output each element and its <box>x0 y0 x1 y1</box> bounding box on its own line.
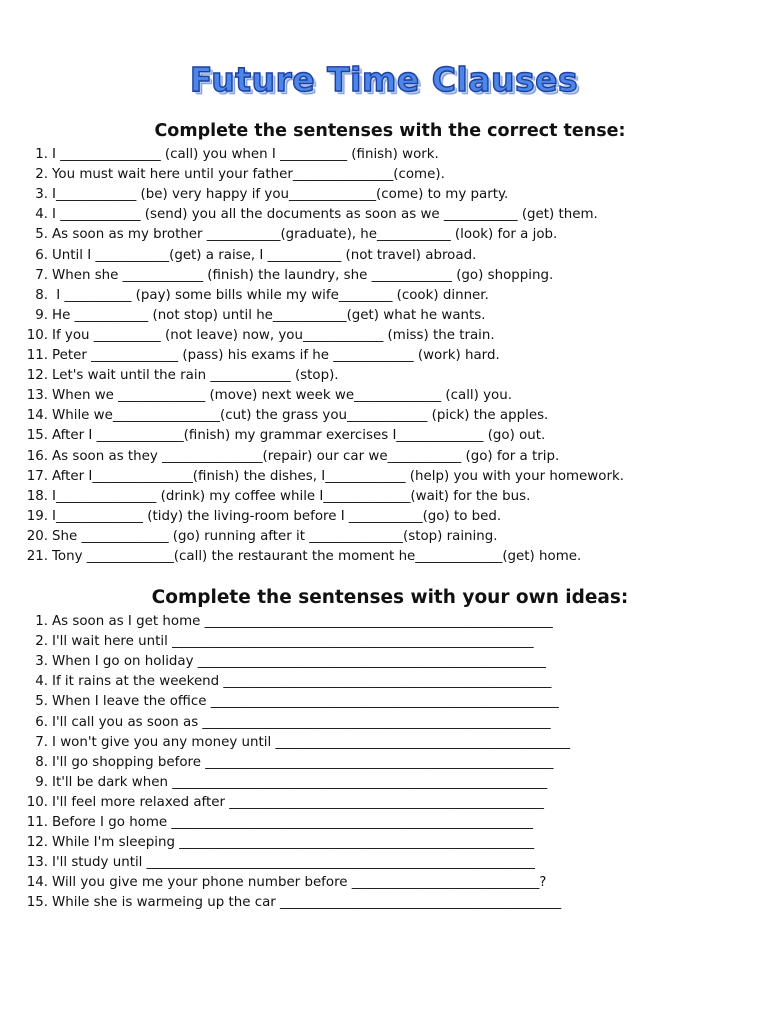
item-number: 10. <box>26 327 48 343</box>
item-number: 8. <box>35 754 48 770</box>
exercise-item <box>26 428 545 444</box>
exercise-item <box>26 408 548 424</box>
item-text: I __________ (pay) some bills while my wife________ (cook) dinner. <box>52 287 489 303</box>
item-text: If you __________ (not leave) now, you____________ (miss) the train. <box>52 327 495 343</box>
exercise-item <box>26 634 534 650</box>
item-text: While I'm sleeping _____________________________________________________ <box>52 835 535 851</box>
exercise-item <box>26 549 581 565</box>
item-text: While she is warmeing up the car __________________________________________ <box>52 895 562 911</box>
exercise-item <box>26 328 495 344</box>
exercise-item <box>26 694 559 710</box>
exercise-item <box>26 348 500 364</box>
item-number: 2. <box>35 167 48 183</box>
item-number: 17. <box>26 468 48 484</box>
item-text: I'll study until __________________________________________________________ <box>52 855 535 871</box>
item-number: 1. <box>35 614 48 629</box>
item-number: 13. <box>26 855 48 871</box>
exercise-item <box>26 167 445 183</box>
item-number: 18. <box>26 488 48 504</box>
item-text: After I _____________(finish) my grammar exercises I_____________ (go) out. <box>52 428 546 444</box>
item-number: 11. <box>26 815 48 830</box>
exercise-item <box>26 449 559 465</box>
exercise-item <box>26 147 439 163</box>
exercise-item <box>26 529 498 545</box>
item-number: 19. <box>26 508 48 524</box>
item-number: 5. <box>35 227 48 243</box>
item-number: 14. <box>26 408 48 424</box>
item-text: I'll go shopping before ____________________________________________________ <box>52 754 554 770</box>
item-text: As soon as I get home ____________________________________________________ <box>52 614 553 629</box>
exercise-item <box>26 755 553 771</box>
item-text: Before I go home ______________________________________________________ <box>52 815 533 830</box>
item-text: If it rains at the weekend _________________________________________________ <box>52 674 552 690</box>
exercise-item <box>26 895 561 911</box>
exercise-item <box>26 715 551 731</box>
item-number: 3. <box>35 654 48 670</box>
exercise-item <box>26 207 598 223</box>
item-number: 11. <box>26 348 48 363</box>
item-number: 15. <box>26 895 48 911</box>
exercise-item <box>26 248 476 264</box>
item-text: It'll be dark when ________________________________________________________ <box>52 774 548 790</box>
item-text: Let's wait until the rain ____________ (stop). <box>52 368 339 384</box>
item-number: 6. <box>35 714 48 730</box>
exercise-item <box>26 835 534 851</box>
item-text: As soon as they _______________(repair) our car we___________ (go) for a trip. <box>52 448 560 464</box>
item-text: Will you give me your phone number before ____________________________? <box>52 875 547 891</box>
exercise-item <box>26 288 489 304</box>
worksheet-title: Future Time Clauses <box>189 60 579 99</box>
exercise-item <box>26 388 512 404</box>
item-text: As soon as my brother ___________(graduate), he___________ (look) for a job. <box>52 227 558 243</box>
exercise-item <box>26 614 553 630</box>
item-number: 7. <box>35 267 48 283</box>
item-number: 20. <box>26 528 48 544</box>
exercise-item <box>26 875 546 891</box>
item-text: Tony _____________(call) the restaurant the moment he_____________(get) home. <box>52 549 582 564</box>
item-text: I'll feel more relaxed after _______________________________________________ <box>52 794 544 810</box>
item-number: 5. <box>35 694 48 710</box>
exercise-item <box>26 227 557 243</box>
exercise-item <box>26 795 544 811</box>
item-number: 14. <box>26 875 48 891</box>
item-number: 6. <box>35 247 48 263</box>
exercise-item <box>26 187 508 203</box>
exercise-item <box>26 855 535 871</box>
exercise-item <box>26 489 530 505</box>
item-number: 16. <box>26 448 48 464</box>
item-text: Peter _____________ (pass) his exams if he ____________ (work) hard. <box>52 348 500 363</box>
item-number: 12. <box>26 835 48 851</box>
item-text: While we________________(cut) the grass you____________ (pick) the apples. <box>52 408 549 424</box>
item-text: I____________ (be) very happy if you_____________(come) to my party. <box>52 187 509 203</box>
item-text: I_____________ (tidy) the living-room before I ___________(go) to bed. <box>52 508 502 524</box>
item-text: I ____________ (send) you all the documents as soon as we ___________ (get) them. <box>52 207 598 223</box>
item-number: 9. <box>35 307 48 323</box>
item-text: I'll call you as soon as ____________________________________________________ <box>52 714 551 730</box>
item-text: You must wait here until your father_______________(come). <box>52 167 445 183</box>
item-number: 1. <box>35 147 48 162</box>
item-number: 21. <box>26 549 48 564</box>
exercise-item <box>26 469 624 485</box>
exercise-item <box>26 775 547 791</box>
item-number: 4. <box>35 207 48 223</box>
exercise-item <box>26 368 339 384</box>
item-text: I _______________ (call) you when I __________ (finish) work. <box>52 147 439 162</box>
exercise-item <box>26 308 486 324</box>
item-text: I won't give you any money until ____________________________________________ <box>52 734 571 750</box>
item-text: I'll wait here until ______________________________________________________ <box>52 634 534 650</box>
item-number: 9. <box>35 774 48 790</box>
item-number: 15. <box>26 428 48 444</box>
item-number: 4. <box>35 674 48 690</box>
item-number: 7. <box>35 734 48 750</box>
item-text: When I go on holiday ____________________________________________________ <box>52 654 546 670</box>
item-number: 12. <box>26 368 48 384</box>
item-number: 10. <box>26 794 48 810</box>
item-text: I_______________ (drink) my coffee while I_____________(wait) for the bus. <box>52 488 531 504</box>
section1-heading: Complete the sentenses with the correct tense: <box>154 121 626 141</box>
exercise-item <box>26 268 553 284</box>
exercise-item <box>26 815 533 831</box>
item-number: 13. <box>26 388 48 404</box>
exercise-item <box>26 735 570 751</box>
item-text: After I_______________(finish) the dishes, I____________ (help) you with your homework. <box>52 468 624 484</box>
item-text: He ___________ (not stop) until he___________(get) what he wants. <box>52 307 486 323</box>
item-text: When she ____________ (finish) the laundry, she ____________ (go) shopping. <box>52 267 554 283</box>
item-text: Until I ___________(get) a raise, I ___________ (not travel) abroad. <box>52 247 477 263</box>
item-text: When we _____________ (move) next week we_____________ (call) you. <box>52 388 512 404</box>
exercise-item <box>26 509 501 525</box>
section2-heading: Complete the sentenses with your own ideas: <box>151 587 629 608</box>
item-text: When I leave the office ____________________________________________________ <box>52 694 559 710</box>
exercise-item <box>26 654 546 670</box>
exercise-item <box>26 674 552 690</box>
item-text: She _____________ (go) running after it ______________(stop) raining. <box>52 528 498 544</box>
item-number: 2. <box>35 634 48 650</box>
item-number: 3. <box>35 187 48 203</box>
item-number: 8. <box>35 287 48 303</box>
